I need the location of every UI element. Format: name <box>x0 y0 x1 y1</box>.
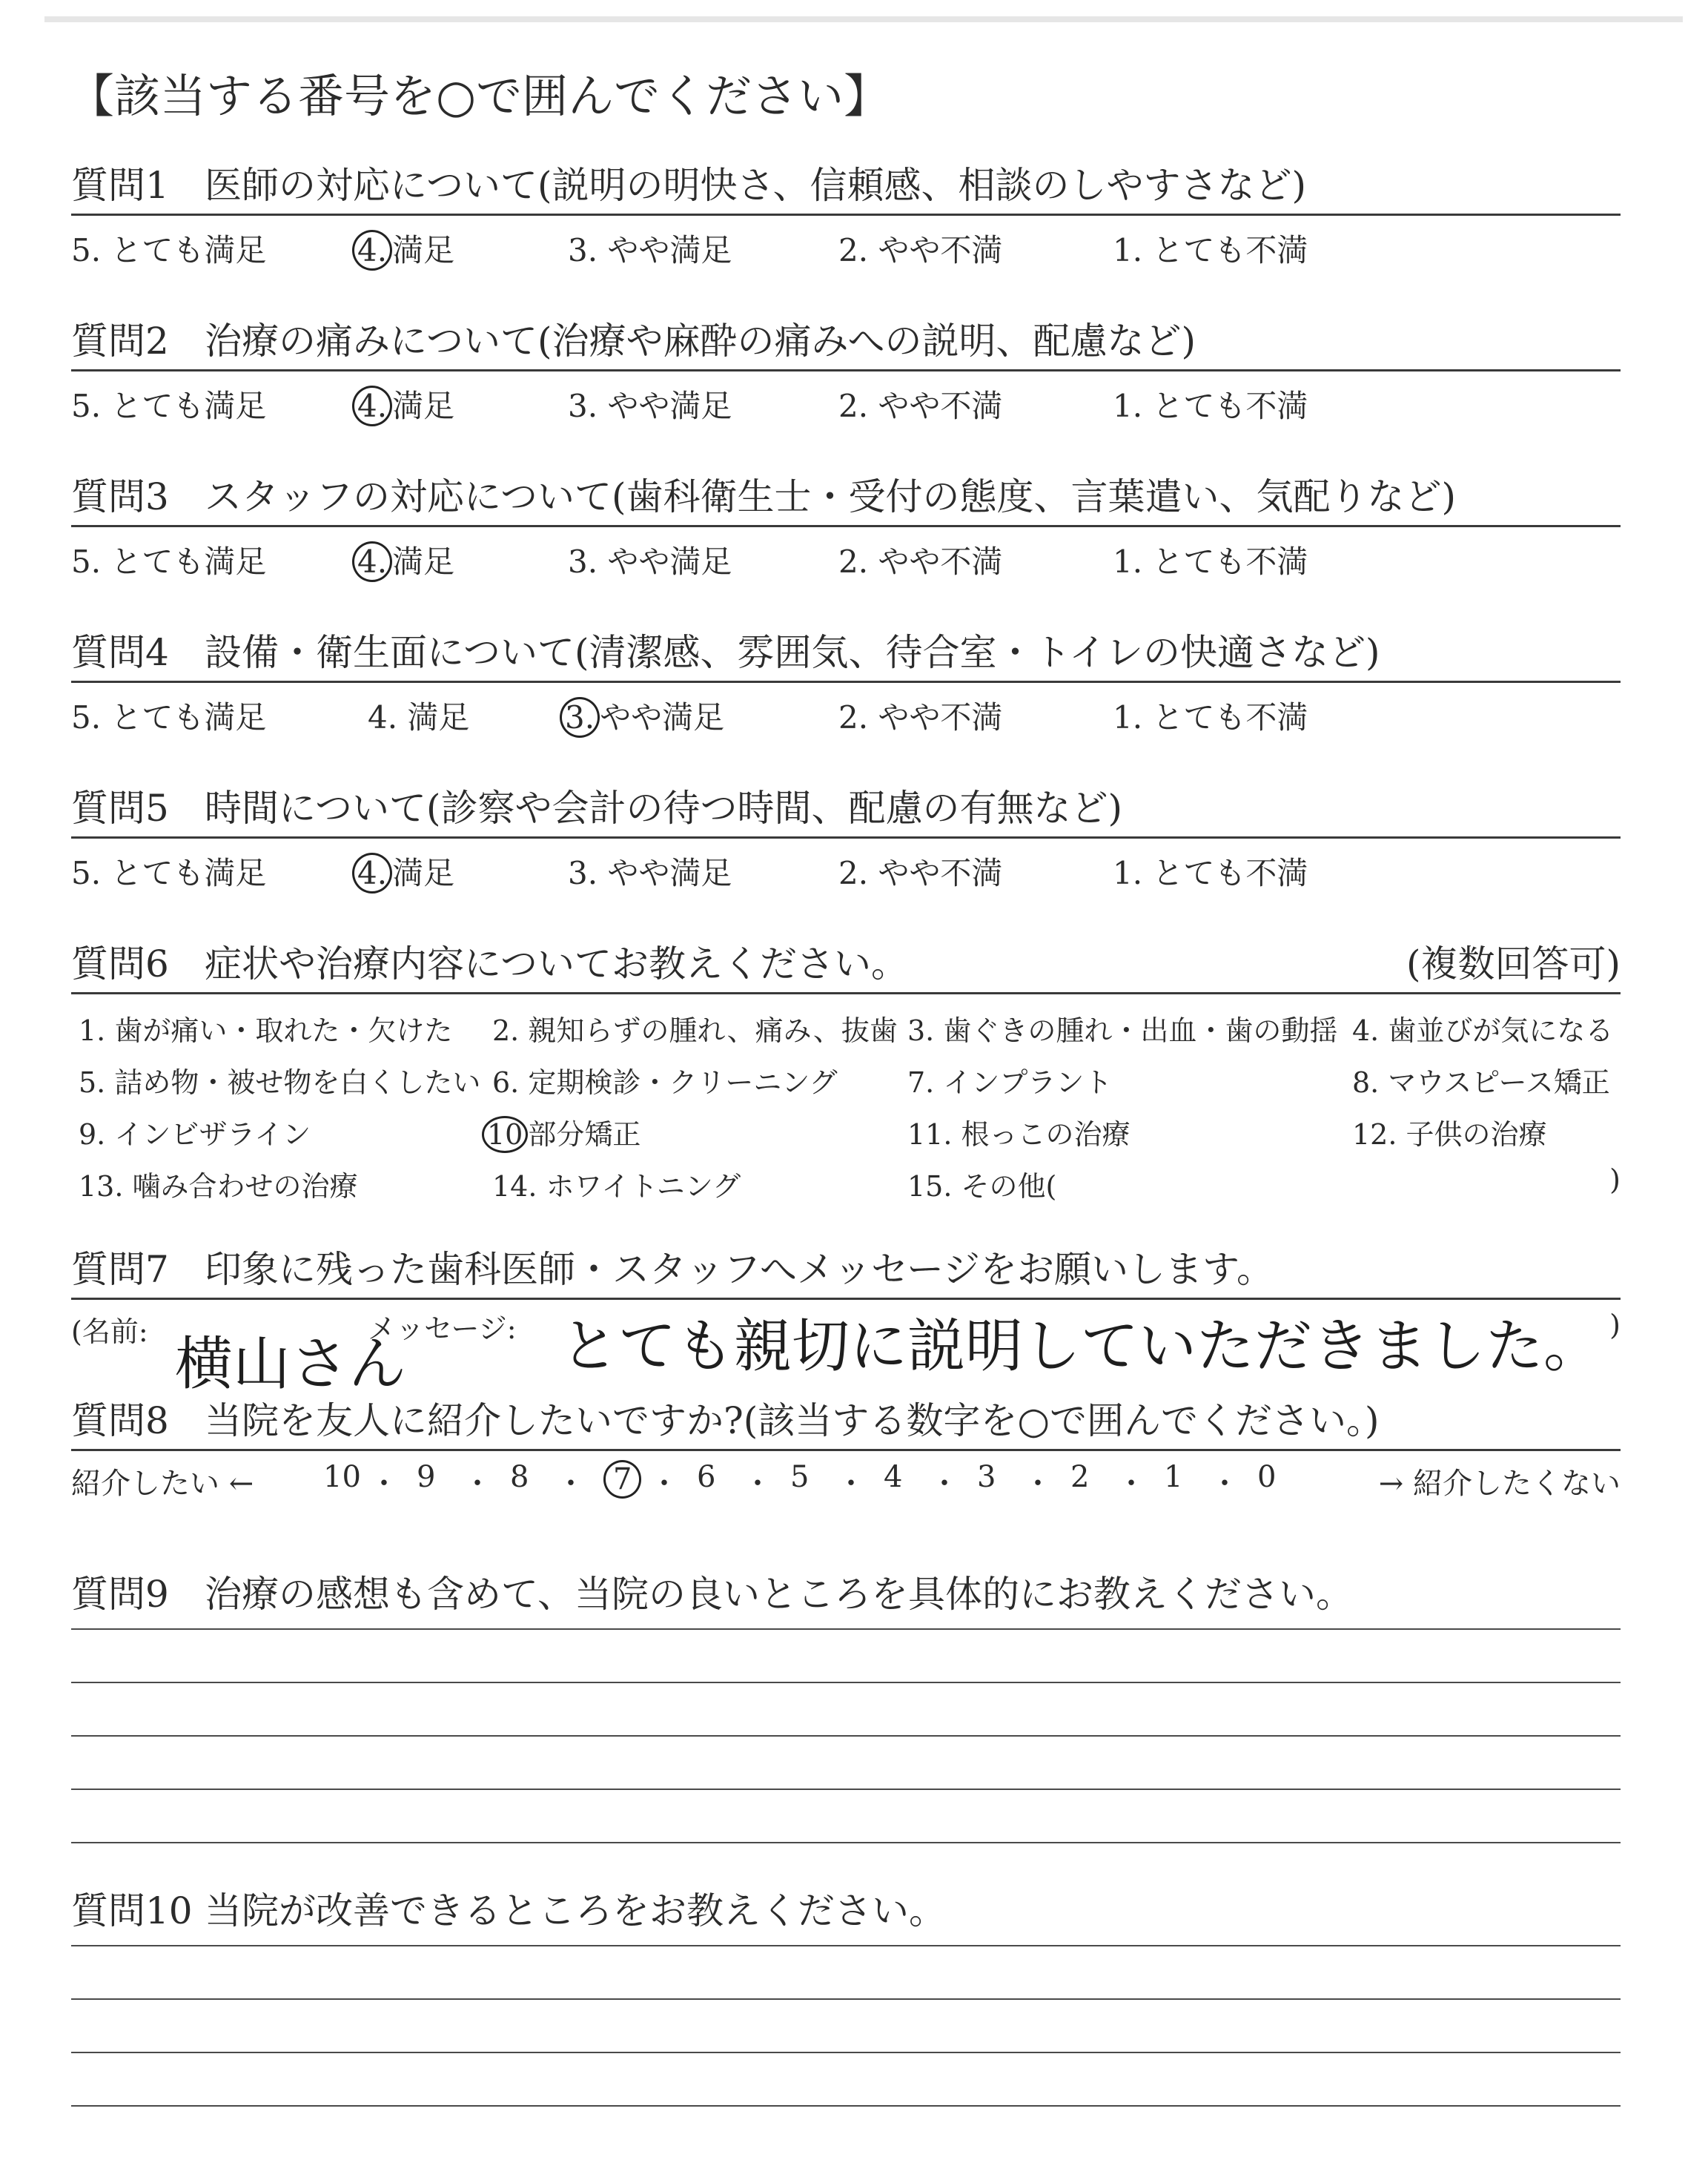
page-title: 【該当する番号を○で囲んでください】 <box>68 69 890 123</box>
scale-dot: ・ <box>743 1467 772 1501</box>
option-4[interactable] <box>357 226 454 271</box>
symptom-15[interactable]: 15. その他( <box>907 1170 1057 1203</box>
scale-value-4[interactable]: 4 <box>884 1460 903 1494</box>
scale-dot: ・ <box>1023 1467 1053 1501</box>
scale-value-9[interactable]: 9 <box>417 1460 436 1494</box>
rating-options <box>71 371 1621 423</box>
answer-lines[interactable] <box>71 1945 1621 2107</box>
question-number: 質問7 <box>71 1248 169 1291</box>
question-10 <box>71 1887 1621 2159</box>
symptom-10[interactable] <box>486 1112 640 1152</box>
scale-value-1[interactable]: 1 <box>1164 1460 1183 1494</box>
option-2[interactable]: 2. やや不満 <box>838 855 1003 891</box>
option-3[interactable]: 3. やや満足 <box>568 388 732 424</box>
question-text: 設備・衛生面について(清潔感、雰囲気、待合室・トイレの快適さなど) <box>205 631 1380 674</box>
question-number: 質問3 <box>71 475 169 518</box>
option-4[interactable] <box>357 849 454 894</box>
option-5[interactable]: 5. とても満足 <box>71 388 267 424</box>
question-number: 質問6 <box>71 942 169 985</box>
scale-value-6[interactable]: 6 <box>697 1460 716 1494</box>
option-5[interactable]: 5. とても満足 <box>71 232 267 268</box>
rating-options <box>71 683 1621 735</box>
selected-circle: 4. <box>352 230 392 271</box>
question-text: 当院を友人に紹介したいですか?(該当する数字を○で囲んでください。) <box>205 1399 1380 1442</box>
option-2[interactable]: 2. やや不満 <box>838 699 1003 736</box>
option-1[interactable]: 1. とても不満 <box>1113 232 1308 268</box>
name-label: (名前: <box>71 1315 148 1348</box>
selected-circle: 4. <box>352 853 392 894</box>
top-edge <box>44 16 1683 22</box>
scale-right-label: → 紹介したくない <box>1378 1467 1621 1501</box>
scale-value-3[interactable]: 3 <box>977 1460 996 1494</box>
scale-dot: ・ <box>369 1467 399 1501</box>
symptom-2[interactable]: 2. 親知らずの腫れ、痛み、抜歯 <box>492 1014 898 1047</box>
question-number: 質問5 <box>71 787 169 830</box>
symptom-8[interactable]: 8. マウスピース矯正 <box>1352 1066 1610 1099</box>
question-number: 質問8 <box>71 1399 169 1442</box>
question-9 <box>71 1571 1621 1895</box>
recommend-scale <box>71 1451 1621 1510</box>
symptom-14[interactable]: 14. ホワイトニング <box>492 1170 741 1203</box>
option-label: 満足 <box>392 855 455 891</box>
question-number: 質問1 <box>71 164 169 207</box>
symptom-13[interactable]: 13. 噛み合わせの治療 <box>79 1170 358 1203</box>
option-4[interactable] <box>357 538 454 582</box>
question-1 <box>71 162 1621 268</box>
option-1[interactable]: 1. とても不満 <box>1113 388 1308 424</box>
option-3[interactable]: 3. やや満足 <box>568 855 732 891</box>
rating-options <box>71 216 1621 268</box>
option-1[interactable]: 1. とても不満 <box>1113 699 1308 736</box>
scale-value-2[interactable]: 2 <box>1070 1460 1090 1494</box>
scale-value-0[interactable]: 0 <box>1257 1460 1277 1494</box>
option-label: 部分矯正 <box>528 1118 641 1151</box>
symptom-9[interactable]: 9. インビザライン <box>79 1118 311 1151</box>
option-label: 満足 <box>392 388 455 424</box>
question-text: スタッフの対応について(歯科衛生士・受付の態度、言葉遣い、気配りなど) <box>205 475 1457 518</box>
question-text: 印象に残った歯科医師・スタッフへメッセージをお願いします。 <box>205 1248 1274 1291</box>
option-2[interactable]: 2. やや不満 <box>838 388 1003 424</box>
selected-circle: 10 <box>482 1116 528 1153</box>
name-handwritten[interactable]: 横山さん <box>175 1331 407 1398</box>
message-label: メッセージ: <box>368 1312 517 1345</box>
option-4[interactable] <box>357 382 454 426</box>
scale-value-5[interactable]: 5 <box>790 1460 810 1494</box>
rating-options <box>71 527 1621 579</box>
question-number: 質問2 <box>71 320 169 363</box>
scale-left-label: 紹介したい ← <box>71 1467 254 1501</box>
symptom-6[interactable]: 6. 定期検診・クリーニング <box>492 1066 838 1099</box>
symptom-3[interactable]: 3. 歯ぐきの腫れ・出血・歯の動揺 <box>907 1014 1338 1047</box>
option-label: やや満足 <box>600 699 725 736</box>
rating-options <box>71 839 1621 891</box>
symptom-options <box>71 994 1621 1217</box>
message-handwritten[interactable]: とても親切に説明していただきました。 <box>560 1313 1602 1380</box>
message-paren-close: ) <box>1609 1309 1621 1341</box>
question-number: 質問4 <box>71 631 169 674</box>
scale-value-8[interactable]: 8 <box>510 1460 529 1494</box>
option-2[interactable]: 2. やや不満 <box>838 544 1003 580</box>
option-3[interactable]: 3. やや満足 <box>568 232 732 268</box>
question-text: 治療の感想も含めて、当院の良いところを具体的にお教えください。 <box>205 1573 1353 1616</box>
scale-dot: ・ <box>1210 1467 1239 1501</box>
option-3[interactable]: 3. やや満足 <box>568 544 732 580</box>
other-paren-close: ) <box>1609 1163 1621 1196</box>
option-label: 満足 <box>392 232 455 268</box>
question-number: 質問10 <box>71 1889 193 1932</box>
question-4 <box>71 629 1621 735</box>
symptom-12[interactable]: 12. 子供の治療 <box>1352 1118 1547 1151</box>
multiple-answer-note: (複数回答可) <box>1406 942 1621 985</box>
question-5 <box>71 785 1621 891</box>
question-6 <box>71 940 1621 1217</box>
symptom-5[interactable]: 5. 詰め物・被せ物を白くしたい <box>79 1066 481 1099</box>
option-1[interactable]: 1. とても不満 <box>1113 855 1308 891</box>
option-1[interactable]: 1. とても不満 <box>1113 544 1308 580</box>
message-row <box>71 1300 1621 1398</box>
symptom-4[interactable]: 4. 歯並びが気になる <box>1352 1014 1614 1047</box>
scale-dot: ・ <box>930 1467 959 1501</box>
symptom-11[interactable]: 11. 根っこの治療 <box>907 1118 1131 1151</box>
scale-value-7[interactable]: 7 <box>603 1460 641 1499</box>
question-7 <box>71 1246 1621 1398</box>
scale-dot: ・ <box>463 1467 492 1501</box>
scale-dot: ・ <box>649 1467 679 1501</box>
answer-lines[interactable] <box>71 1628 1621 1843</box>
selected-circle: 3. <box>560 697 600 738</box>
scale-dot: ・ <box>556 1467 586 1501</box>
selected-circle: 4. <box>352 386 392 426</box>
selected-circle: 4. <box>352 541 392 582</box>
option-5[interactable]: 5. とても満足 <box>71 699 267 736</box>
symptom-1[interactable]: 1. 歯が痛い・取れた・欠けた <box>79 1014 453 1047</box>
question-text: 医師の対応について(説明の明快さ、信頼感、相談のしやすさなど) <box>205 164 1307 207</box>
scale-dot: ・ <box>836 1467 866 1501</box>
question-text: 症状や治療内容についてお教えください。 <box>205 942 908 985</box>
option-5[interactable]: 5. とても満足 <box>71 544 267 580</box>
question-text: 治療の痛みについて(治療や麻酔の痛みへの説明、配慮など) <box>205 320 1196 363</box>
scale-value-10[interactable]: 10 <box>323 1460 361 1494</box>
question-3 <box>71 473 1621 579</box>
option-5[interactable]: 5. とても満足 <box>71 855 267 891</box>
scale-dot: ・ <box>1116 1467 1146 1501</box>
option-4[interactable]: 4. 満足 <box>368 699 470 736</box>
question-8 <box>71 1397 1621 1510</box>
question-number: 質問9 <box>71 1573 169 1616</box>
question-text: 時間について(診察や会計の待つ時間、配慮の有無など) <box>205 787 1123 830</box>
question-2 <box>71 317 1621 423</box>
option-label: 満足 <box>392 544 455 580</box>
question-text: 当院が改善できるところをお教えください。 <box>205 1889 946 1932</box>
option-2[interactable]: 2. やや不満 <box>838 232 1003 268</box>
option-3[interactable] <box>564 693 724 738</box>
symptom-7[interactable]: 7. インプラント <box>907 1066 1113 1099</box>
